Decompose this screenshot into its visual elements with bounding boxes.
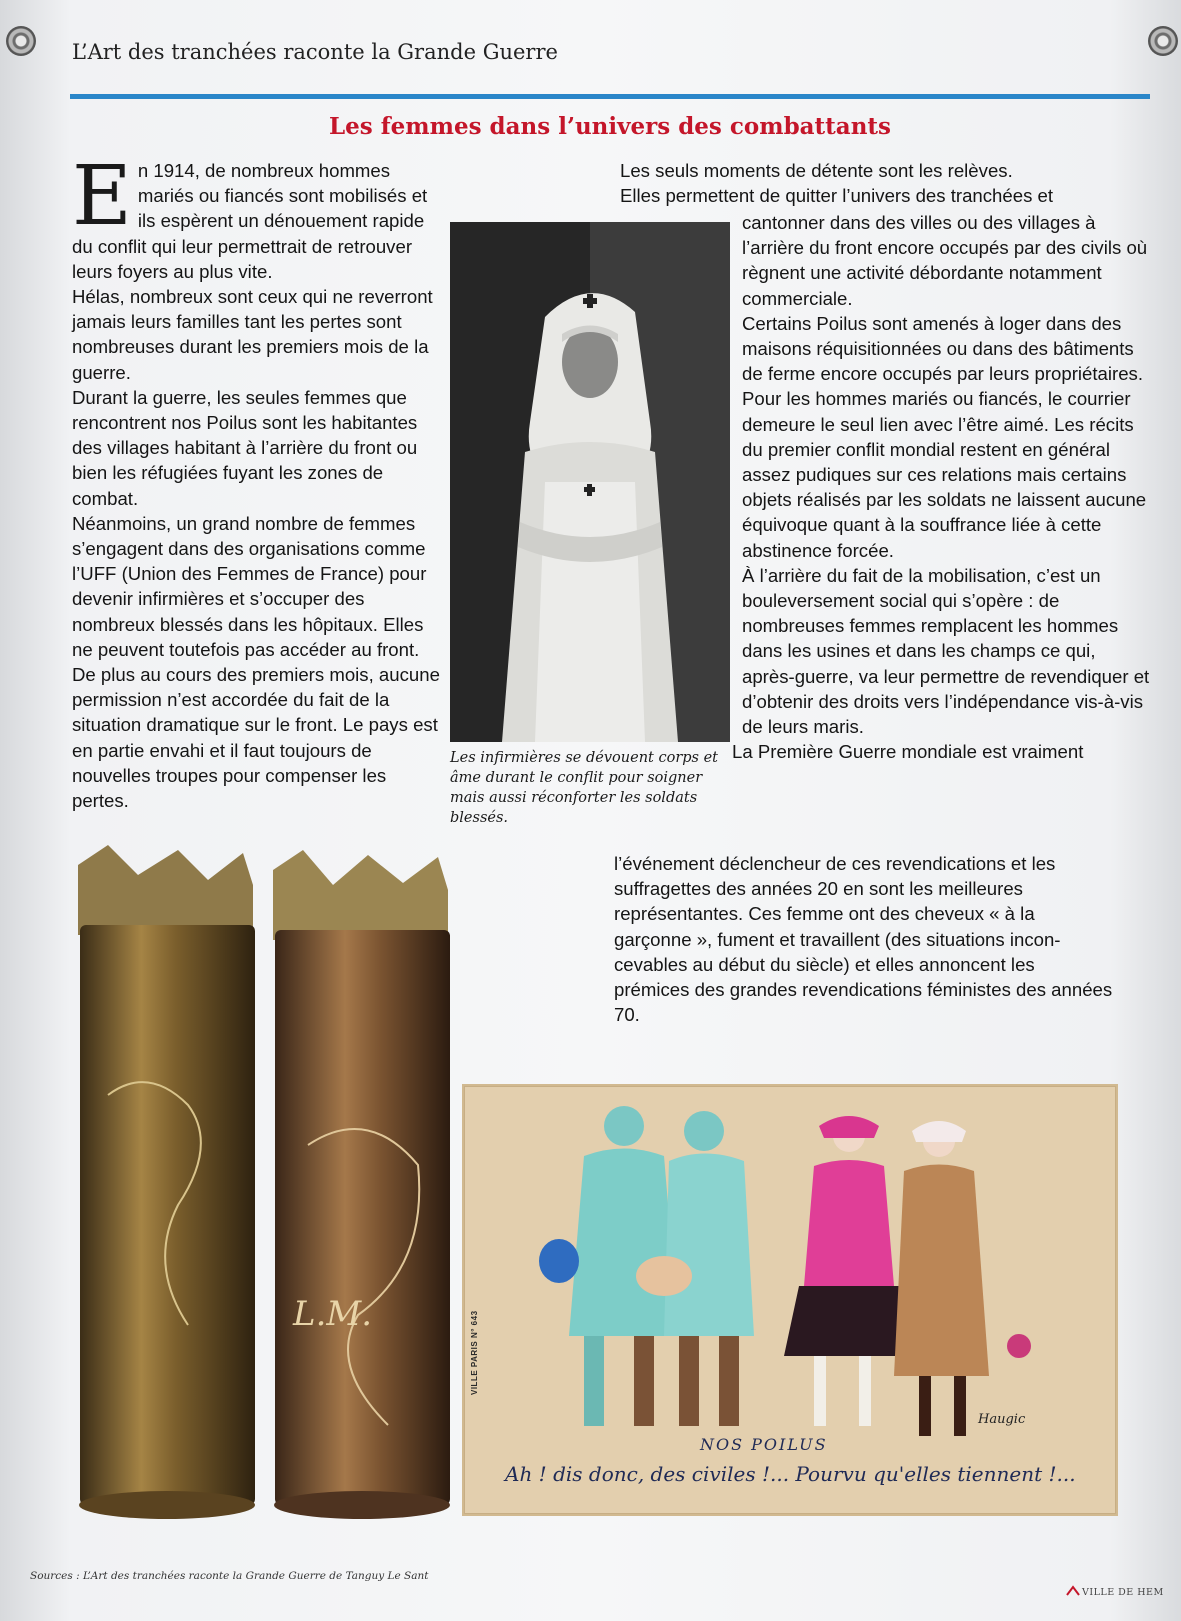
right-top (620, 158, 1130, 208)
paragraph: La Première Guerre mondiale est vraiment (732, 741, 1084, 763)
paragraph: Durant la guerre, les seules femmes que rencontrent nos Poilus sont les habitantes des villages habitant à l’arrière du front ou bien les réfugiées fuyant les zones de combat. (72, 386, 418, 509)
photo-caption: Les infirmières se dévouent corps et âme durant le conflit pour soigner mais aussi réconforter les soldats blessés. (450, 750, 719, 826)
nurse-portrait-photo (450, 222, 730, 742)
paragraph: n 1914, de nombreux hommes mariés ou fiancés sont mobilisés et ils espèrent un dénouement rapide du conflit qui leur permettrait de retrouver leurs foyers au plus vite. (72, 160, 428, 282)
drop-cap: E (72, 149, 132, 244)
postcard-title: NOS POILUS (700, 1435, 828, 1454)
postcard-signature: Haugic (978, 1412, 1026, 1427)
grommet-left-icon (6, 26, 36, 56)
right-column (732, 210, 1152, 764)
article-title: Les femmes dans l’univers des combattants (329, 113, 891, 140)
engraved-shell-vases (68, 845, 478, 1525)
running-title: L’Art des tranchées raconte la Grande Guerre (72, 40, 558, 64)
header-rule (70, 94, 1150, 99)
paragraph: De plus au cours des premiers mois, aucune permission n’est accordée du fait de la situation dramatique sur le front. Le pays est en partie envahi et il faut toujours de nouvelles troupes pour compenser les pertes. (72, 664, 440, 812)
brand-name: VILLE DE HEM (1082, 1587, 1164, 1598)
closing-paragraph (614, 851, 1114, 1027)
sources-credit: Sources : L’Art des tranchées raconte la Grande Guerre de Tanguy Le Sant (30, 1570, 429, 1582)
postcard-caption: Ah ! dis donc, des civiles !... Pourvu qu'elles tiennent !... (505, 1462, 1076, 1486)
paragraph: l’événement déclencheur de ces revendications et les suffragettes des années 20 en sont les meilleures représentantes. Ces femme ont des cheveux « à la garçonne », fument et travaillent (des situations incon-cevables au début du siècle) et elles annoncent les prémices des grandes revendications féministes des années 70. (614, 853, 1113, 1026)
paragraph: Pour les hommes mariés ou fiancés, le courrier demeure le seul lien avec l’être aimé. Les récits du premier conflit mondial restent en général assez pudiques sur ces relations mais certains objets réalisés par les soldats ne laissent aucune équivoque quant à la souffrance liée à cette abstinence forcée. (742, 388, 1147, 561)
paragraph: Les seuls moments de détente sont les relèves. (620, 160, 1013, 181)
left-column (72, 149, 442, 813)
paragraph: À l’arrière du fait de la mobilisation, c’est un bouleversement social qui s’opère : de nombreuses femmes remplacent les hommes dans les usines et dans les champs ce qui, après-guerre, va leur permettre de revendiquer et d’obtenir des droits vers l’indépendance vis-à-vis de leurs maris. (742, 564, 1150, 738)
postcard-publisher-code: VILLE PARIS N° 643 (470, 1310, 479, 1395)
shell-monogram: L.M. (293, 1294, 373, 1334)
paragraph: Hélas, nombreux sont ceux qui ne reverront jamais leurs familles tant les pertes sont nombreuses durant les premiers mois de la guerre. (72, 286, 433, 383)
paragraph: Néanmoins, un grand nombre de femmes s’engagent dans des organisations comme l’UFF (Union des Femmes de France) pour devenir infirmières et s’occuper des nombreux blessés dans les hôpitaux. Elles ne peuvent toutefois pas accéder au front. (72, 512, 427, 660)
paragraph: Elles permettent de quitter l’univers des tranchées et (620, 185, 1054, 207)
paragraph: Certains Poilus sont amenés à loger dans des maisons réquisitionnées ou dans des bâtiments de ferme encore occupés par leurs propriétaires. (742, 312, 1144, 385)
paragraph: cantonner dans des villes ou des villages à l’arrière du front encore occupés par des civils où règnent une activité débordante notamment commerciale. (742, 212, 1148, 309)
grommet-right-icon (1148, 26, 1178, 56)
ville-de-hem-logo-icon (1066, 1585, 1080, 1597)
